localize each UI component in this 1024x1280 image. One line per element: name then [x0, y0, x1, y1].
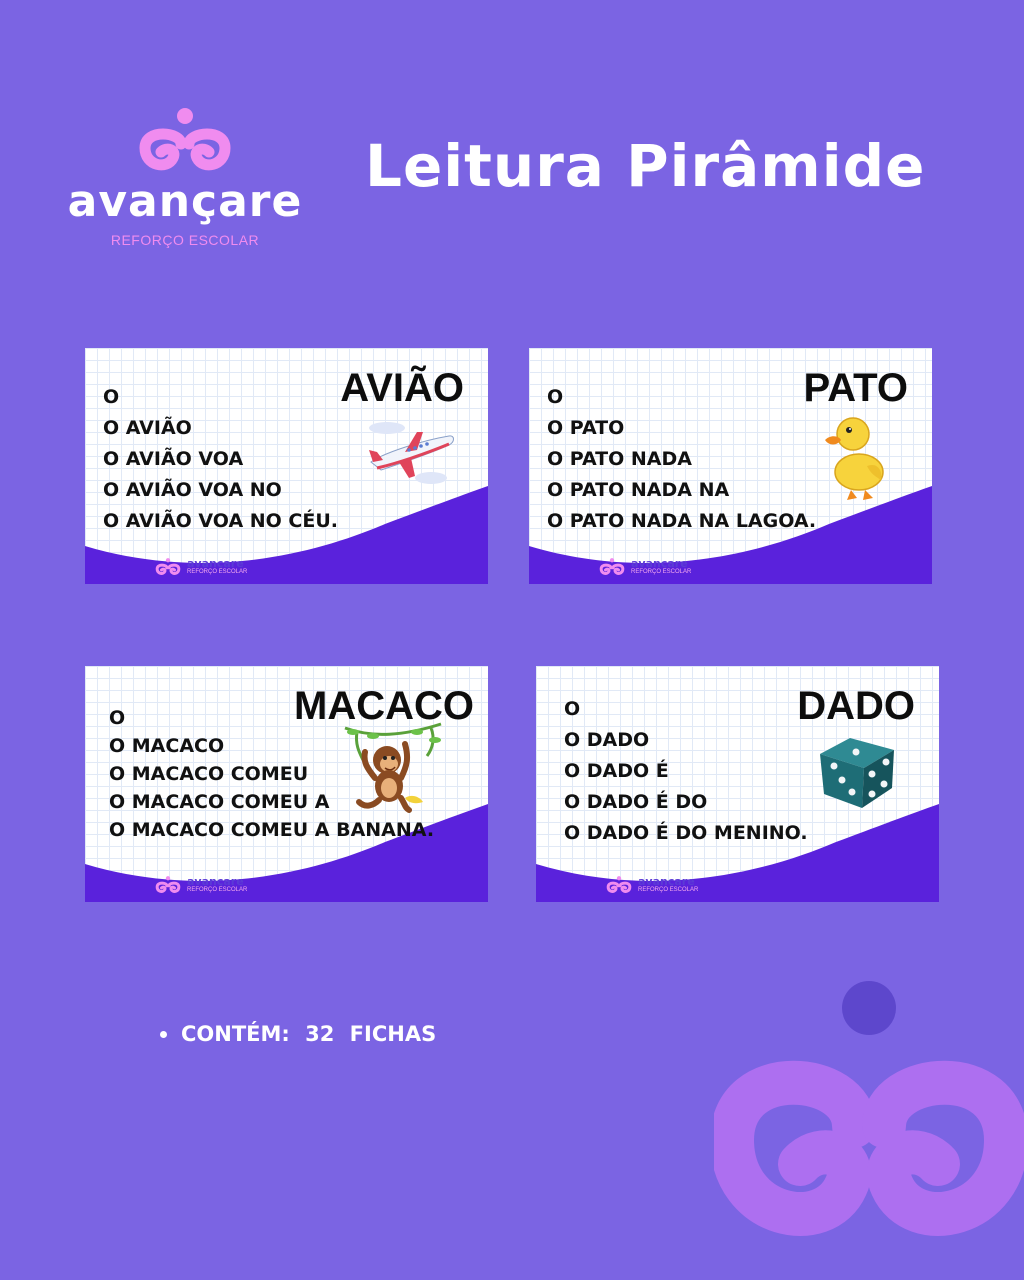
reading-card-pato [529, 348, 932, 584]
reading-card-aviao [85, 348, 488, 584]
contents-unit: FICHAS [349, 1022, 437, 1046]
mini-brand-name: avançare [187, 875, 244, 888]
mini-brand-tagline: REFORÇO ESCOLAR [187, 887, 248, 893]
mini-logo [599, 556, 691, 578]
mini-brand-name: avançare [638, 875, 695, 888]
pyramid-line: O MACACO COMEU A BANANA. [109, 819, 435, 841]
pyramid-line: O AVIÃO VOA [103, 448, 244, 470]
brand-logo [40, 104, 330, 248]
pyramid-line: O DADO É DO [564, 791, 708, 813]
pyramid-line: O DADO É DO MENINO. [564, 822, 808, 844]
contents-note [160, 1022, 436, 1046]
mini-brand-name: avançare [187, 557, 244, 570]
mini-logo [606, 874, 698, 896]
mini-logo [155, 874, 247, 896]
bullet-dot-icon [160, 1031, 167, 1038]
decorative-logo-mark-icon [714, 980, 1024, 1280]
card-lines [564, 694, 808, 849]
reading-card-macaco [85, 666, 488, 902]
mini-brand-tagline: REFORÇO ESCOLAR [187, 569, 248, 575]
contents-count: 32 [305, 1022, 335, 1046]
mini-brand-tagline: REFORÇO ESCOLAR [638, 887, 699, 893]
pyramid-line: O MACACO COMEU [109, 763, 309, 785]
dice-icon [816, 732, 900, 812]
pyramid-line: O [564, 698, 581, 720]
pyramid-line: O DADO É [564, 760, 669, 782]
card-lines [547, 382, 816, 537]
card-word: PATO [803, 366, 908, 410]
pyramid-line: O DADO [564, 729, 650, 751]
mini-logo-mark-icon [606, 874, 632, 896]
mini-logo-mark-icon [599, 556, 625, 578]
mini-logo-mark-icon [155, 556, 181, 578]
pyramid-line: O AVIÃO [103, 417, 192, 439]
monkey-icon [343, 722, 443, 814]
pyramid-line: O PATO NADA NA LAGOA. [547, 510, 817, 532]
reading-card-dado [536, 666, 939, 902]
pyramid-line: O MACACO COMEU A [109, 791, 330, 813]
pyramid-line: O PATO NADA NA [547, 479, 730, 501]
brand-name: avançare [67, 176, 303, 227]
pyramid-line: O MACACO [109, 735, 225, 757]
pyramid-line: O [103, 386, 120, 408]
card-word: DADO [797, 684, 915, 728]
pyramid-line: O PATO [547, 417, 625, 439]
card-lines [103, 382, 338, 537]
page-title: Leitura Pirâmide [365, 132, 926, 200]
card-word: MACACO [294, 684, 474, 728]
mini-brand-tagline: REFORÇO ESCOLAR [631, 569, 692, 575]
airplane-icon [365, 418, 457, 488]
mini-logo-mark-icon [155, 874, 181, 896]
contents-label: CONTÉM: [181, 1022, 290, 1046]
mini-logo [155, 556, 247, 578]
card-word: AVIÃO [340, 366, 464, 410]
logo-mark-icon [137, 104, 233, 178]
pyramid-line: O [547, 386, 564, 408]
pyramid-line: O AVIÃO VOA NO CÉU. [103, 510, 338, 532]
pyramid-line: O AVIÃO VOA NO [103, 479, 282, 501]
mini-brand-name: avançare [631, 557, 688, 570]
pyramid-line: O PATO NADA [547, 448, 692, 470]
pyramid-line: O [109, 707, 126, 729]
duck-icon [823, 410, 887, 502]
brand-tagline: REFORÇO ESCOLAR [110, 232, 260, 248]
